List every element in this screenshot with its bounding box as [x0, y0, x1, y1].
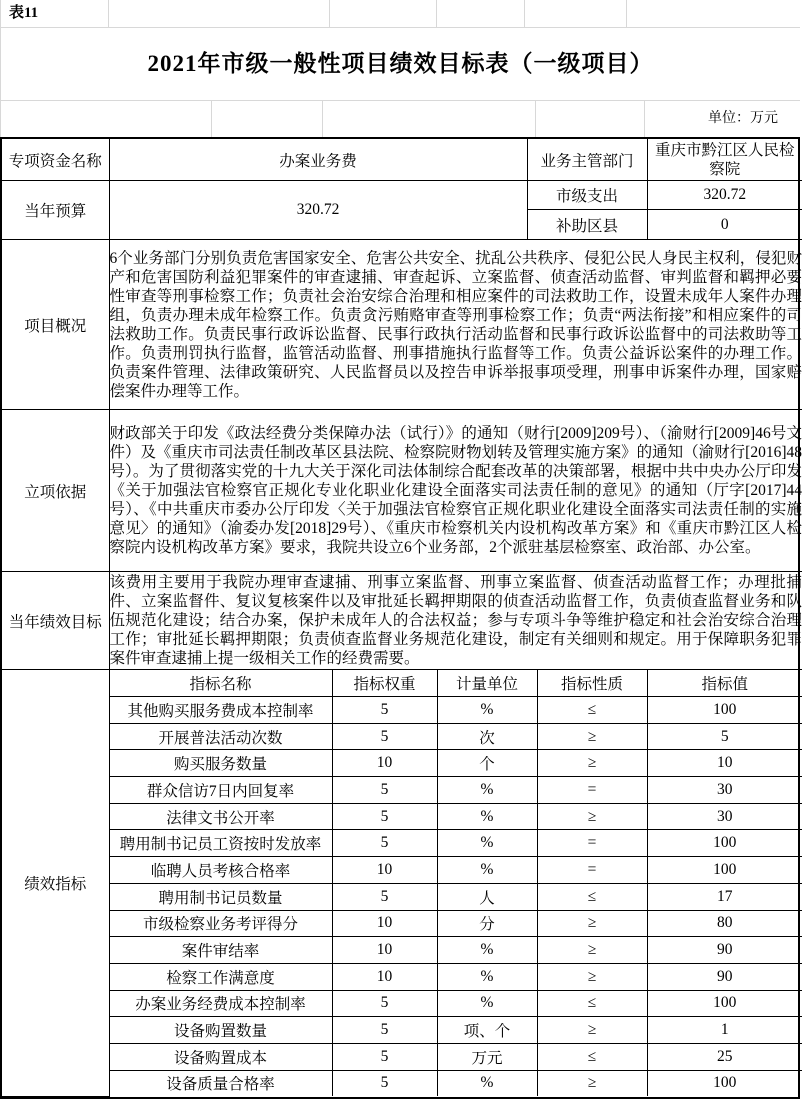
project-basis-text: 财政部关于印发《政法经费分类保障办法（试行）》的通知（财行[2009]209号）、（渝财行[2009]46号文件）及《重庆市司法责任制改革区县法院、检察院财物划转及管理实施方案》的通知（渝财行[2016]48号）。为了贯彻落实党的十九大关于深化司法体制综合配套改革的决策部署，根据中共中央办公厅印发《关于加强法官检察官正规化专业化职业化建设全面落实司法责任制的意见》的通知（厅字[2017]44号）、《中共重庆市委办公厅印发〈关于加强法官检察官正规化职业化建设全面落实司法责任制的实施意见〉的通知》（渝委办发[2018]29号）、《重庆市检察机关内设机构改革方案》和《重庆市黔江区人检察院内设机构改革方案》要求，我院共设立6个业务部，2个派驻基层检察室、政治部、办公室。: [109, 410, 802, 572]
indicator-name: 聘用制书记员工资按时发放率: [109, 830, 332, 857]
indicator-nature: ≥: [537, 1070, 647, 1096]
indicator-value: 1: [647, 1017, 802, 1044]
indicator-unit: 人: [437, 883, 537, 910]
main-table-area: [0, 137, 800, 1099]
indicator-weight: 5: [332, 777, 437, 804]
page-title: 2021年市级一般性项目绩效目标表（一级项目）: [147, 51, 654, 76]
fund-name-row: [2, 139, 802, 181]
annual-goal-text: 该费用主要用于我院办理审查逮捕、刑事立案监督、刑事立案监督、侦查活动监督工作；办理批捕件、立案监督件、复议复核案件以及审批延长羁押期限的侦查活动监督工作，负责侦查监督业务和队伍规范化建设；结合办案，保护未成年人的合法权益；参与专项斗争等维护稳定和社会治安综合治理工作；审批延长羁押期限；负责侦查监督业务规范化建设，制定有关细则和规定。用于保障职务犯罪案件审查逮捕上提一级相关工作的经费需要。: [109, 572, 802, 670]
indicator-nature: ≥: [537, 803, 647, 830]
gridline: [535, 101, 536, 137]
indicator-name: 聘用制书记员数量: [109, 883, 332, 910]
indicator-unit: 项、个: [437, 1017, 537, 1044]
indicator-row: [2, 830, 802, 857]
indicator-name: 法律文书公开率: [109, 803, 332, 830]
indicator-weight: 5: [332, 1017, 437, 1044]
indicator-row: [2, 723, 802, 750]
indicator-unit: %: [437, 963, 537, 990]
indicator-unit: %: [437, 857, 537, 884]
indicator-unit: %: [437, 937, 537, 964]
fund-name-value: 办案业务费: [109, 139, 527, 181]
fund-name-label: 专项资金名称: [2, 139, 109, 181]
indicator-name: 临聘人员考核合格率: [109, 857, 332, 884]
indicator-value: 10: [647, 750, 802, 777]
indicator-unit: 万元: [437, 1043, 537, 1070]
subsidy-value: 0: [647, 210, 802, 240]
indicator-name: 设备购置成本: [109, 1043, 332, 1070]
project-overview-row: [2, 240, 802, 410]
budget-label: 当年预算: [2, 181, 109, 240]
indicator-value: 80: [647, 910, 802, 937]
indicator-value: 5: [647, 723, 802, 750]
indicator-nature: =: [537, 777, 647, 804]
indicators-section-label: 绩效指标: [2, 670, 109, 1096]
indicator-value: 100: [647, 1070, 802, 1096]
annual-goal-row: [2, 572, 802, 670]
indicator-weight: 5: [332, 723, 437, 750]
indicators-table: [2, 670, 802, 1097]
indicator-unit: %: [437, 990, 537, 1017]
city-expense-label: 市级支出: [527, 181, 647, 210]
project-overview-text: 6个业务部门分别负责危害国家安全、危害公共安全、扰乱公共秩序、侵犯公民人身民主权利，侵犯财产和危害国防利益犯罪案件的审查逮捕、审查起诉、立案监督、侦查活动监督、审判监督和羁押必要性审查等刑事检察工作；负责社会治安综合治理和相应案件的司法救助工作，设置未成年人案件办理组，负责办理未成年检察工作。负责贪污贿赂审查等刑事检察工作；负责“两法衔接”和相应案件的司法救助工作。负责民事行政诉讼监督、民事行政执行活动监督和民事行政诉讼监督中的司法救助等工作。负责刑罚执行监督，监管活动监督、刑事措施执行监督等工作。负责公益诉讼案件的办理工作。负责案件管理、法律政策研究、人民监督员以及控告申诉举报事项受理，刑事申诉案件办理，国家赔偿案件办理等工作。: [109, 240, 802, 410]
indicator-value: 17: [647, 883, 802, 910]
indicator-row: [2, 697, 802, 724]
dept-value: 重庆市黔江区人民检察院: [647, 139, 802, 181]
indicator-value: 100: [647, 857, 802, 884]
indicator-unit: 次: [437, 723, 537, 750]
indicator-nature: ≥: [537, 910, 647, 937]
indicator-value: 90: [647, 937, 802, 964]
col-header-name: 指标名称: [109, 670, 332, 697]
col-header-weight: 指标权重: [332, 670, 437, 697]
indicator-nature: ≤: [537, 883, 647, 910]
gridline: [626, 0, 627, 27]
gridline: [211, 101, 212, 137]
indicator-value: 25: [647, 1043, 802, 1070]
indicator-row: [2, 750, 802, 777]
project-overview-label: 项目概况: [2, 240, 109, 410]
indicator-row: [2, 1017, 802, 1044]
indicator-unit: 个: [437, 750, 537, 777]
indicator-row: [2, 910, 802, 937]
col-header-nature: 指标性质: [537, 670, 647, 697]
indicator-row: [2, 1043, 802, 1070]
indicator-row: [2, 777, 802, 804]
indicator-nature: =: [537, 857, 647, 884]
indicator-nature: =: [537, 830, 647, 857]
budget-row-city: [2, 181, 802, 210]
indicator-unit: 分: [437, 910, 537, 937]
indicator-row: [2, 803, 802, 830]
subsidy-label: 补助区县: [527, 210, 647, 240]
indicator-row: [2, 857, 802, 884]
indicator-weight: 5: [332, 990, 437, 1017]
indicator-weight: 5: [332, 1043, 437, 1070]
indicator-value: 90: [647, 963, 802, 990]
col-header-unit: 计量单位: [437, 670, 537, 697]
title-row: [0, 28, 800, 100]
indicator-weight: 5: [332, 803, 437, 830]
indicator-unit: %: [437, 777, 537, 804]
indicator-unit: %: [437, 697, 537, 724]
indicator-weight: 5: [332, 697, 437, 724]
indicator-name: 开展普法活动次数: [109, 723, 332, 750]
indicator-nature: ≥: [537, 1017, 647, 1044]
dept-label: 业务主管部门: [527, 139, 647, 181]
indicator-name: 案件审结率: [109, 937, 332, 964]
col-header-value: 指标值: [647, 670, 802, 697]
indicator-unit: %: [437, 830, 537, 857]
indicator-weight: 10: [332, 750, 437, 777]
indicator-weight: 10: [332, 963, 437, 990]
gridline: [524, 0, 525, 27]
indicator-name: 设备质量合格率: [109, 1070, 332, 1096]
indicator-row: [2, 1070, 802, 1096]
indicator-value: 100: [647, 990, 802, 1017]
unit-row: [0, 100, 800, 137]
gridline: [436, 0, 437, 27]
indicator-name: 检察工作满意度: [109, 963, 332, 990]
project-basis-label: 立项依据: [2, 410, 109, 572]
indicator-name: 市级检察业务考评得分: [109, 910, 332, 937]
indicator-weight: 5: [332, 883, 437, 910]
indicator-nature: ≤: [537, 1043, 647, 1070]
indicator-name: 购买服务数量: [109, 750, 332, 777]
indicators-header-row: [2, 670, 802, 697]
indicator-weight: 5: [332, 1070, 437, 1096]
indicator-unit: %: [437, 803, 537, 830]
gridline: [322, 101, 323, 137]
indicator-nature: ≥: [537, 963, 647, 990]
indicator-nature: ≥: [537, 723, 647, 750]
indicator-nature: ≥: [537, 750, 647, 777]
city-expense-value: 320.72: [647, 181, 802, 210]
indicator-row: [2, 963, 802, 990]
indicator-value: 100: [647, 830, 802, 857]
indicator-row: [2, 990, 802, 1017]
indicator-name: 其他购买服务费成本控制率: [109, 697, 332, 724]
annual-goal-label: 当年绩效目标: [2, 572, 109, 670]
project-basis-row: [2, 410, 802, 572]
indicator-nature: ≤: [537, 697, 647, 724]
indicator-weight: 10: [332, 910, 437, 937]
indicator-row: [2, 937, 802, 964]
indicator-weight: 10: [332, 937, 437, 964]
gridline: [329, 0, 330, 27]
table-number-row: [0, 0, 800, 28]
indicator-nature: ≥: [537, 937, 647, 964]
gridline: [108, 0, 109, 27]
indicator-name: 办案业务经费成本控制率: [109, 990, 332, 1017]
indicator-name: 设备购置数量: [109, 1017, 332, 1044]
indicator-weight: 5: [332, 830, 437, 857]
indicator-value: 30: [647, 777, 802, 804]
summary-table: [2, 139, 802, 670]
indicator-value: 100: [647, 697, 802, 724]
unit-note: 单位：万元: [708, 111, 778, 126]
indicator-weight: 10: [332, 857, 437, 884]
gridline: [644, 101, 645, 137]
indicator-unit: %: [437, 1070, 537, 1096]
indicator-nature: ≤: [537, 990, 647, 1017]
budget-value: 320.72: [109, 181, 527, 240]
table-number: 表11: [9, 5, 39, 21]
indicator-name: 群众信访7日内回复率: [109, 777, 332, 804]
indicator-value: 30: [647, 803, 802, 830]
indicator-row: [2, 883, 802, 910]
